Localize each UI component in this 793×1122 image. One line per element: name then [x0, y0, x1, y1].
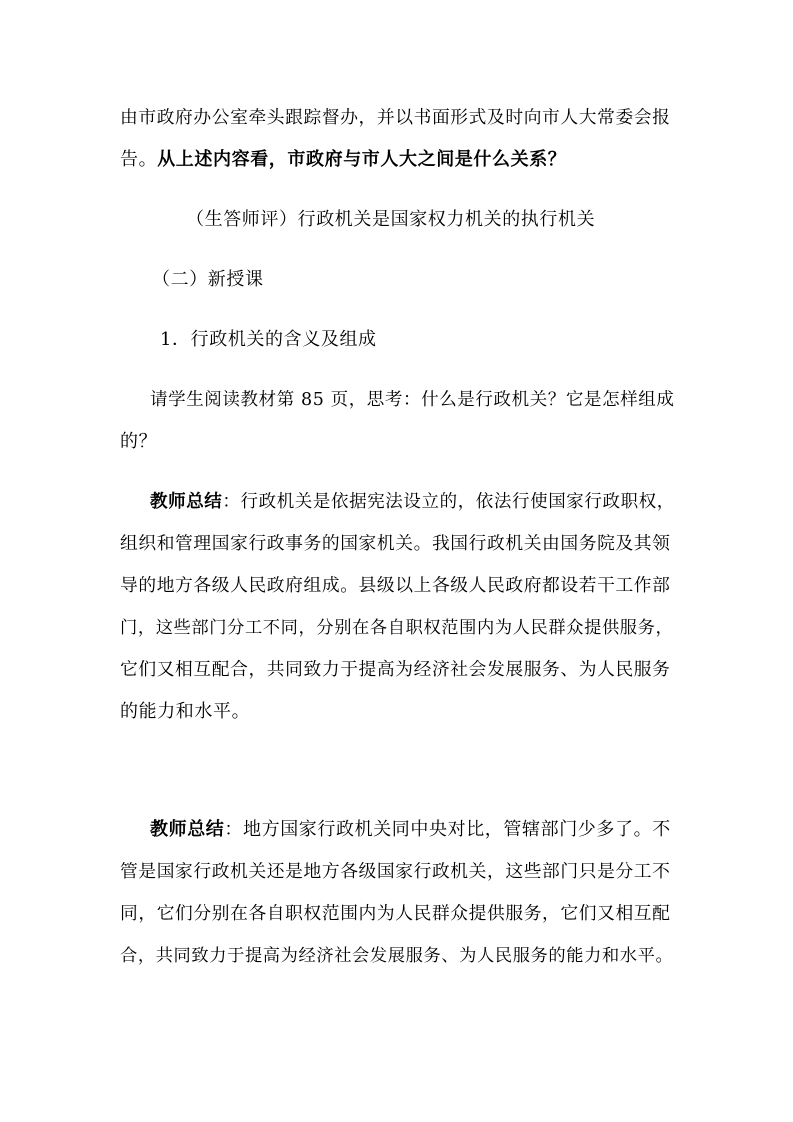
paragraph1-question: 从上述内容看，市政府与市人大之间是什么关系？ [157, 149, 567, 170]
summary1-label: 教师总结 [150, 492, 223, 512]
summary2-line2: 管是国家行政机关还是地方各级国家行政机关，这些部门只是分工不 [120, 862, 671, 882]
summary1-line5: 它们又相互配合，共同致力于提高为经济社会发展服务、为人民服务 [120, 660, 671, 680]
subsection-heading: 1．行政机关的含义及组成 [160, 329, 377, 350]
summary1-line4: 门，这些部门分工不同，分别在各自职权范围内为人民群众提供服务， [120, 618, 674, 638]
question-line1: 请学生阅读教材第 85 页，思考：什么是行政机关？它是怎样组成 [150, 390, 675, 410]
summary1-line6: 的能力和水平。 [120, 701, 251, 722]
summary2-line4: 合，共同致力于提高为经济社会发展服务、为人民服务的能力和水平。 [120, 946, 674, 966]
paragraph1-line2-start: 告。 [120, 149, 158, 170]
summary1-line3: 导的地方各级人民政府组成。县级以上各级人民政府都设若干工作部 [120, 576, 671, 596]
paragraph1-line2 [120, 148, 566, 172]
question-line2: 的？ [120, 431, 158, 452]
answer-line: （生答师评）行政机关是国家权力机关的执行机关 [186, 209, 596, 230]
summary2-line1 [150, 818, 671, 842]
summary1-line2: 组织和管理国家行政事务的国家机关。我国行政机关由国务院及其领 [120, 534, 671, 554]
summary1-text-start: ：行政机关是依据宪法设立的，依法行使国家行政职权， [222, 492, 675, 512]
summary2-label: 教师总结 [150, 819, 225, 840]
section-heading: （二）新授课 [152, 269, 264, 290]
paragraph1-line1: 由市政府办公室牵头跟踪督办，并以书面形式及时向市人大常委会报 [120, 108, 671, 128]
summary1-line1 [150, 490, 675, 514]
summary2-line3: 同，它们分别在各自职权范围内为人民群众提供服务，它们又相互配 [120, 904, 671, 924]
summary2-text-start: ：地方国家行政机关同中央对比，管辖部门少多了。不 [224, 819, 671, 840]
